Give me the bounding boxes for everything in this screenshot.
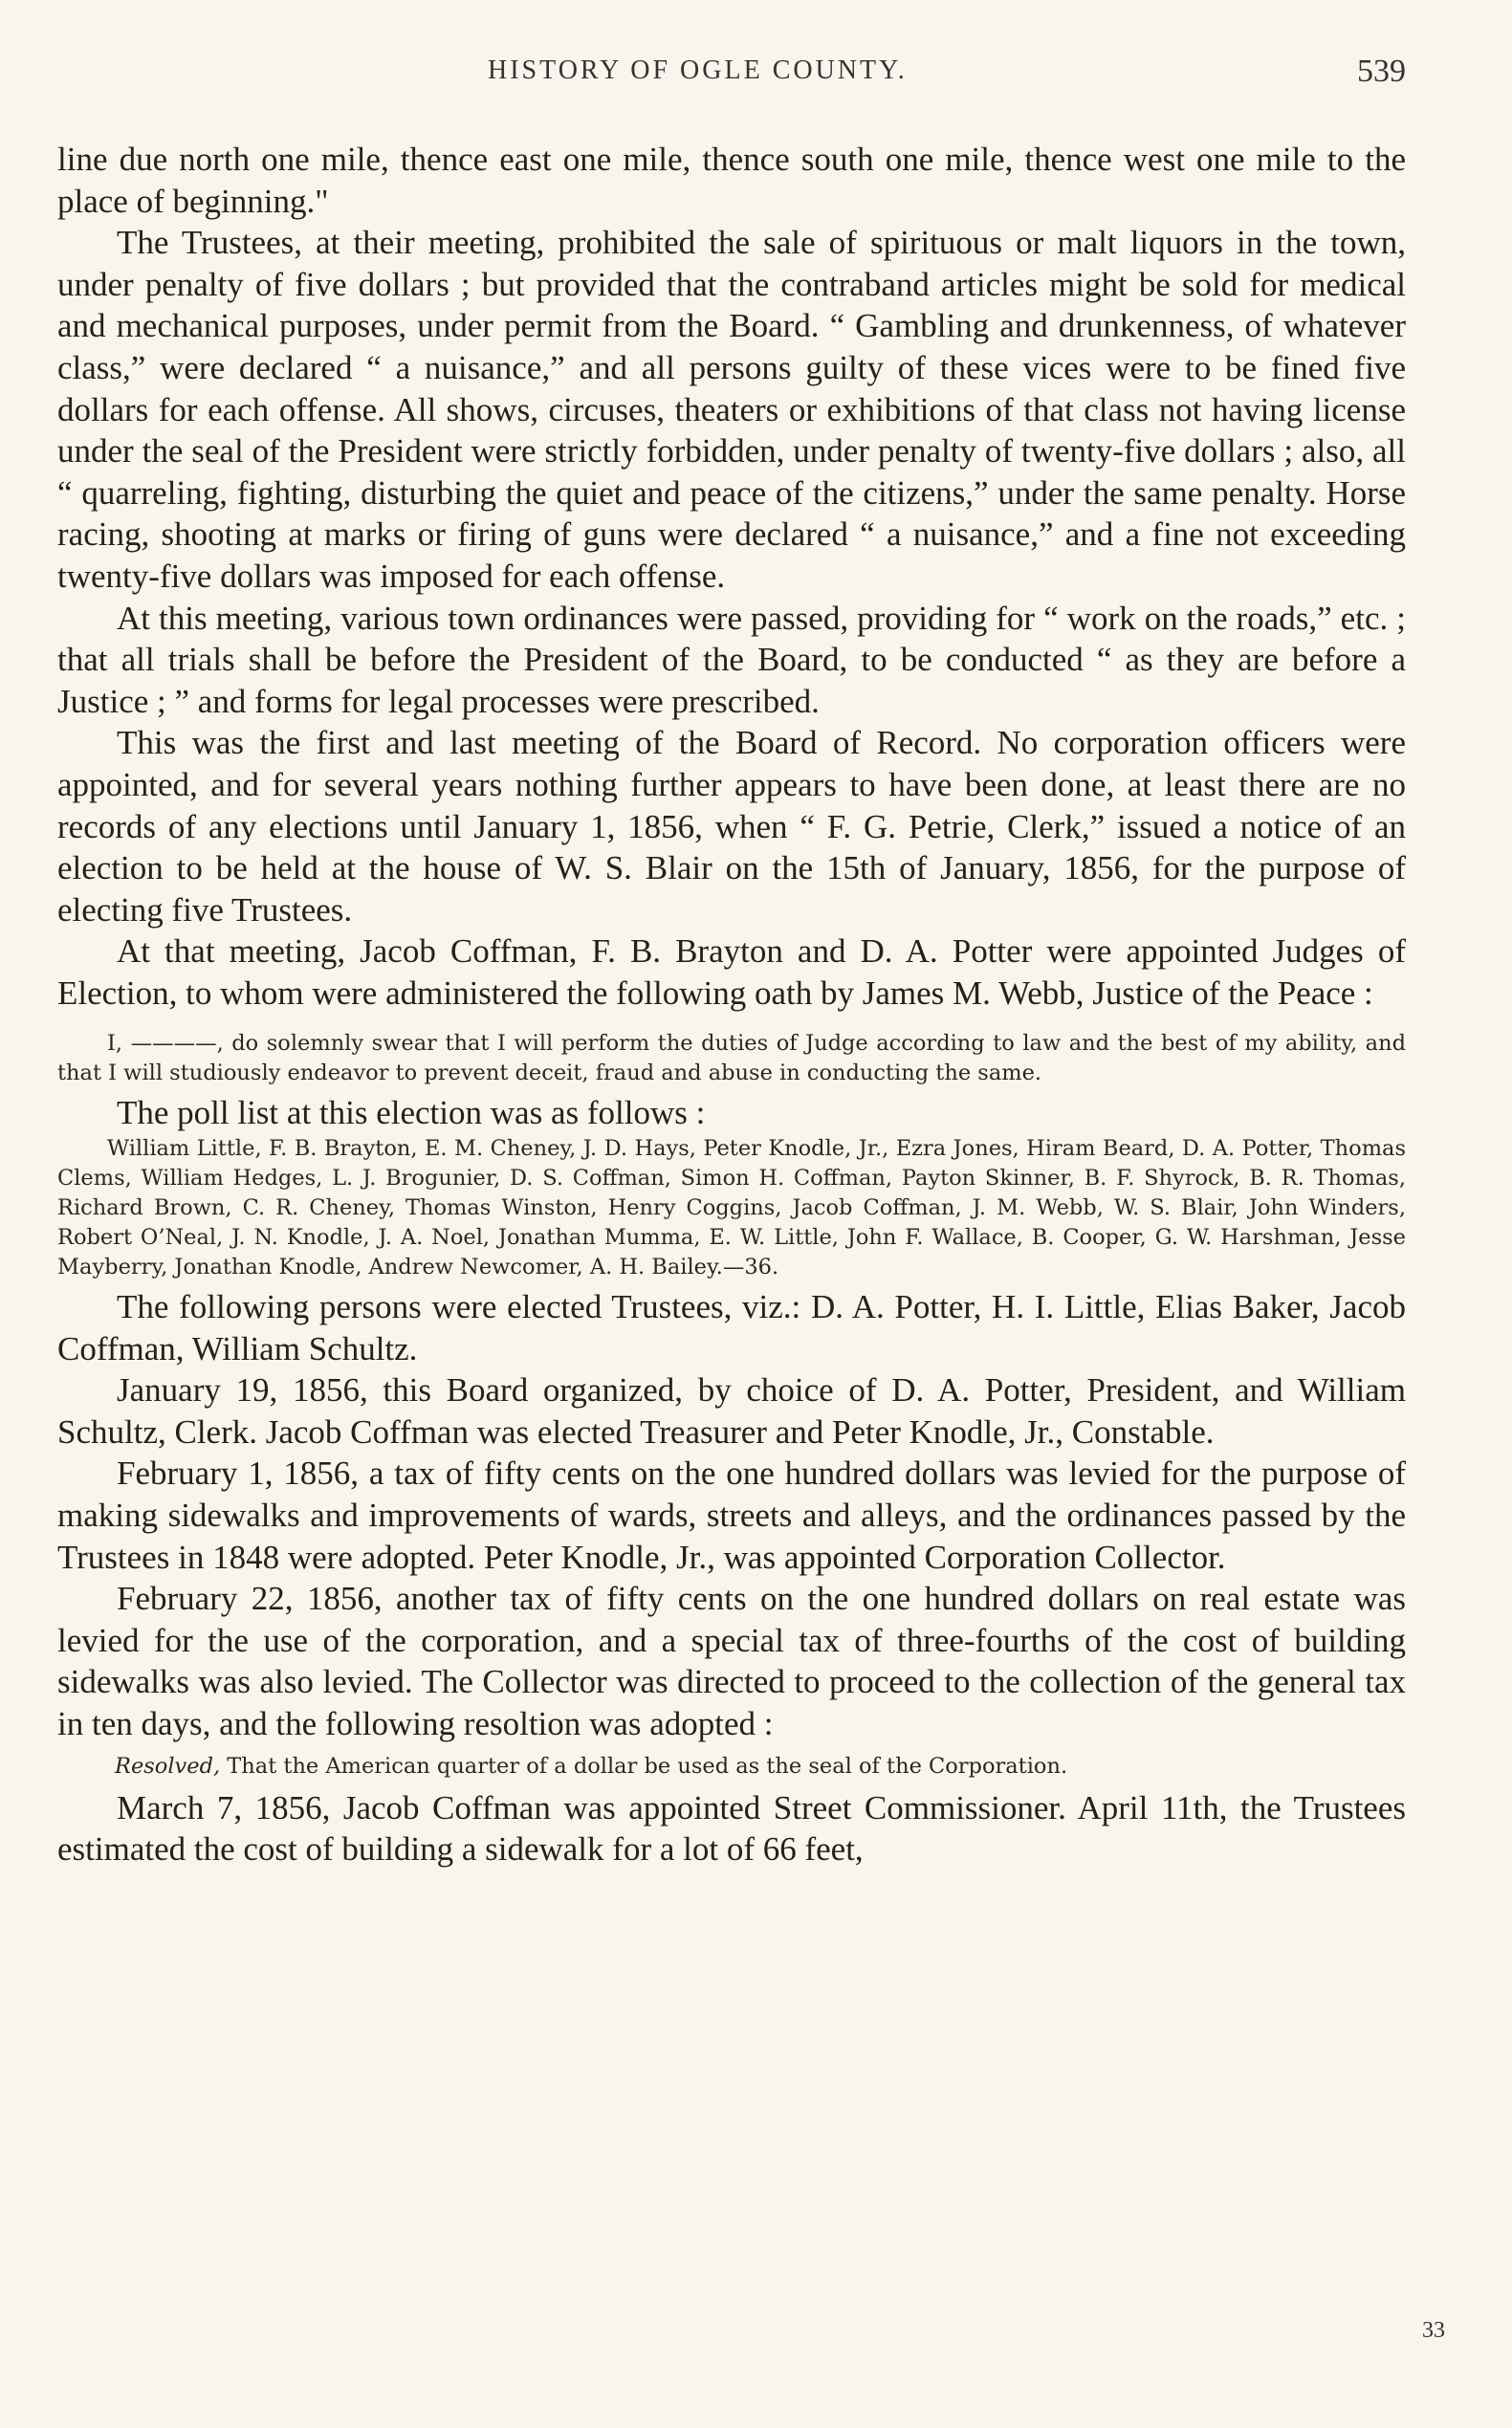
page-header: [57, 55, 1406, 94]
signature-mark: 33: [1422, 2318, 1445, 2343]
oath-text: I, ————, do solemnly swear that I will perform the duties of Judge according to law and the best of my ability, and that I will studiously endeavor to prevent deceit, fraud and abuse in conducting the same.: [57, 1031, 1406, 1086]
paragraph: March 7, 1856, Jacob Coffman was appointed Street Commissioner. April 11th, the Trustees estimated the cost of building a sidewalk for a lot of 66 feet,: [57, 1788, 1406, 1869]
poll-list: William Little, F. B. Brayton, E. M. Cheney, J. D. Hays, Peter Knodle, Jr., Ezra Jones, Hiram Beard, D. A. Potter, Thomas Clems, William Hedges, L. J. Brogunier, D. S. Coffman, Simon H. Coffman, Payton Skinner, B. F. Shyrock, B. R. Thomas, Richard Brown, C. R. Cheney, Thomas Winston, Henry Coggins, Jacob Coffman, J. M. Webb, W. S. Blair, John Winders, Robert O’Neal, J. N. Knodle, J. A. Noel, Jonathan Mumma, E. W. Little, John F. Wallace, B. Cooper, G. W. Harshman, Jesse Mayberry, Jonathan Knodle, Andrew Newcomer, A. H. Bailey.—36.: [57, 1136, 1406, 1280]
paragraph: The Trustees, at their meeting, prohibited the sale of spirituous or malt liquors in the town, under penalty of five dollars ; but provided that the contraband articles might be sold for medical and mechanical purposes, under permit from the Board. “ Gambling and drunkenness, of whatever class,” were declared “ a nuisance,” and all persons guilty of these vices were to be fined five dollars for each offense. All shows, circuses, theaters or exhibitions of that class not having license under the seal of the President were strictly forbidden, under penalty of twenty-five dollars ; also, all “ quarreling, fighting, disturbing the quiet and peace of the citizens,” under the same penalty. Horse racing, shooting at marks or firing of guns were declared “ a nuisance,” and a fine not exceeding twenty-five dollars was imposed for each offense.: [57, 224, 1406, 595]
paragraph: line due north one mile, thence east one mile, thence south one mile, thence west one mile to the place of beginning.": [57, 141, 1406, 220]
paragraph: The following persons were elected Trustees, viz.: D. A. Potter, H. I. Little, Elias Baker, Jacob Coffman, William Schultz.: [57, 1288, 1406, 1367]
poll-intro: The poll list at this election was as follows :: [117, 1094, 706, 1132]
running-title: HISTORY OF OGLE COUNTY.: [488, 55, 908, 85]
paragraph: At this meeting, various town ordinances were passed, providing for “ work on the roads,” etc. ; that all trials shall be before the President of the Board, to be conducted “ as they are before a Justice ; ” and forms for legal processes were prescribed.: [57, 599, 1406, 720]
paragraph: January 19, 1856, this Board organized, by choice of D. A. Potter, President, and William Schultz, Clerk. Jacob Coffman was elected Treasurer and Peter Knodle, Jr., Constable.: [57, 1371, 1406, 1451]
paragraph: At that meeting, Jacob Coffman, F. B. Brayton and D. A. Potter were appointed Judges of Election, to whom were administered the following oath by James M. Webb, Justice of the Peace :: [57, 932, 1406, 1012]
paragraph: February 1, 1856, a tax of fifty cents on the one hundred dollars was levied for the purpose of making sidewalks and improvements of wards, streets and alleys, and the ordinances passed by the Trustees in 1848 were adopted. Peter Knodle, Jr., was appointed Corporation Collector.: [57, 1455, 1406, 1576]
page-number: 539: [1357, 54, 1406, 89]
resolved-text: That the American quarter of a dollar be used as the seal of the Corporation.: [220, 1753, 1068, 1779]
resolved-label: Resolved,: [115, 1753, 221, 1779]
body-text: [57, 139, 1406, 1870]
paragraph: February 22, 1856, another tax of fifty cents on the one hundred dollars on real estate was levied for the use of the corporation, and a special tax of three-fourths of the cost of building sidewalks was also levied. The Collector was directed to proceed to the collection of the general tax in ten days, and the following resoltion was adopted :: [57, 1580, 1406, 1742]
paragraph: This was the first and last meeting of the Board of Record. No corporation officers were appointed, and for several years nothing further appears to have been done, at least there are no records of any elections until January 1, 1856, when “ F. G. Petrie, Clerk,” issued a notice of an election to be held at the house of W. S. Blair on the 15th of January, 1856, for the purpose of electing five Trustees.: [57, 724, 1406, 929]
resolution: [57, 1747, 1406, 1785]
